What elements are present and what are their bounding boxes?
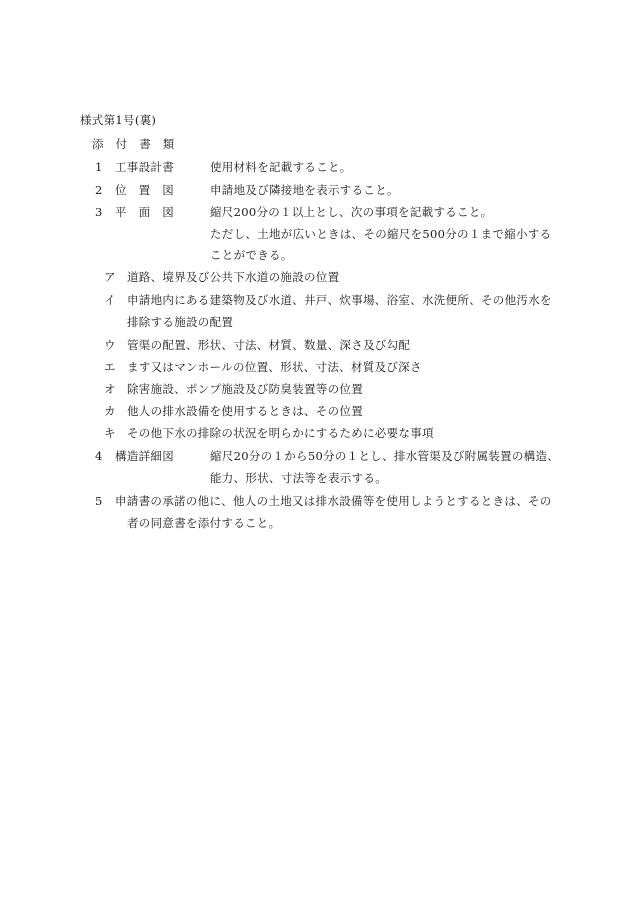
subitem-o-mark: オ	[104, 382, 116, 396]
item-4-description-line-2: 能力、形状、寸法等を表示する。	[210, 471, 387, 485]
subitem-ka-mark: カ	[104, 404, 116, 418]
item-3-description-line-1: 縮尺200分の１以上とし、次の事項を記載すること。	[210, 205, 493, 219]
subitem-u-mark: ウ	[104, 338, 116, 352]
subitem-i-mark: イ	[104, 293, 116, 307]
item-4-name: 構造詳細図	[115, 449, 174, 463]
section-heading: 添 付 書 類	[92, 137, 175, 151]
item-2-description: 申請地及び隣接地を表示すること。	[210, 183, 399, 197]
subitem-ka-text: 他人の排水設備を使用するときは、その位置	[127, 404, 363, 418]
subitem-ki-mark: キ	[104, 426, 116, 440]
subitem-u-text: 管渠の配置、形状、寸法、材質、数量、深さ及び勾配	[127, 338, 411, 352]
subitem-i-text-line-1: 申請地内にある建築物及び水道、井戸、炊事場、浴室、水洗便所、その他汚水を	[127, 293, 552, 307]
subitem-e-text: ます又はマンホールの位置、形状、寸法、材質及び深さ	[127, 360, 422, 374]
subitem-ki-text: その他下水の排除の状況を明らかにするために必要な事項	[127, 426, 434, 440]
item-1-description: 使用材料を記載すること。	[210, 160, 352, 174]
item-5-number: 5	[95, 494, 103, 508]
item-4-number: 4	[95, 449, 103, 463]
item-2-number: 2	[95, 183, 103, 197]
item-3-description-line-2: ただし、土地が広いときは、その縮尺を500分の１まで縮小する	[210, 227, 552, 241]
subitem-a-mark: ア	[104, 270, 116, 284]
subitem-i-text-line-2: 排除する施設の配置	[127, 315, 234, 329]
item-3-description-line-3: ことができる。	[210, 248, 293, 262]
item-2-name: 位 置 図	[115, 183, 174, 197]
subitem-a-text: 道路、境界及び公共下水道の施設の位置	[127, 270, 340, 284]
item-4-description-line-1: 縮尺20分の１から50分の１とし、排水管渠及び附属装置の構造、	[210, 449, 560, 463]
item-5-text-line-2: 者の同意書を添付すること。	[127, 516, 281, 530]
item-1-name: 工事設計書	[115, 160, 174, 174]
item-3-number: 3	[95, 205, 103, 219]
subitem-o-text: 除害施設、ポンプ施設及び防臭装置等の位置	[127, 382, 363, 396]
form-title: 様式第1号(裏)	[80, 113, 157, 127]
item-3-name: 平 面 図	[115, 205, 174, 219]
item-5-text-line-1: 申請書の承諾の他に、他人の土地又は排水設備等を使用しようとするときは、その	[115, 494, 552, 508]
item-1-number: 1	[95, 160, 103, 174]
subitem-e-mark: エ	[104, 360, 116, 374]
